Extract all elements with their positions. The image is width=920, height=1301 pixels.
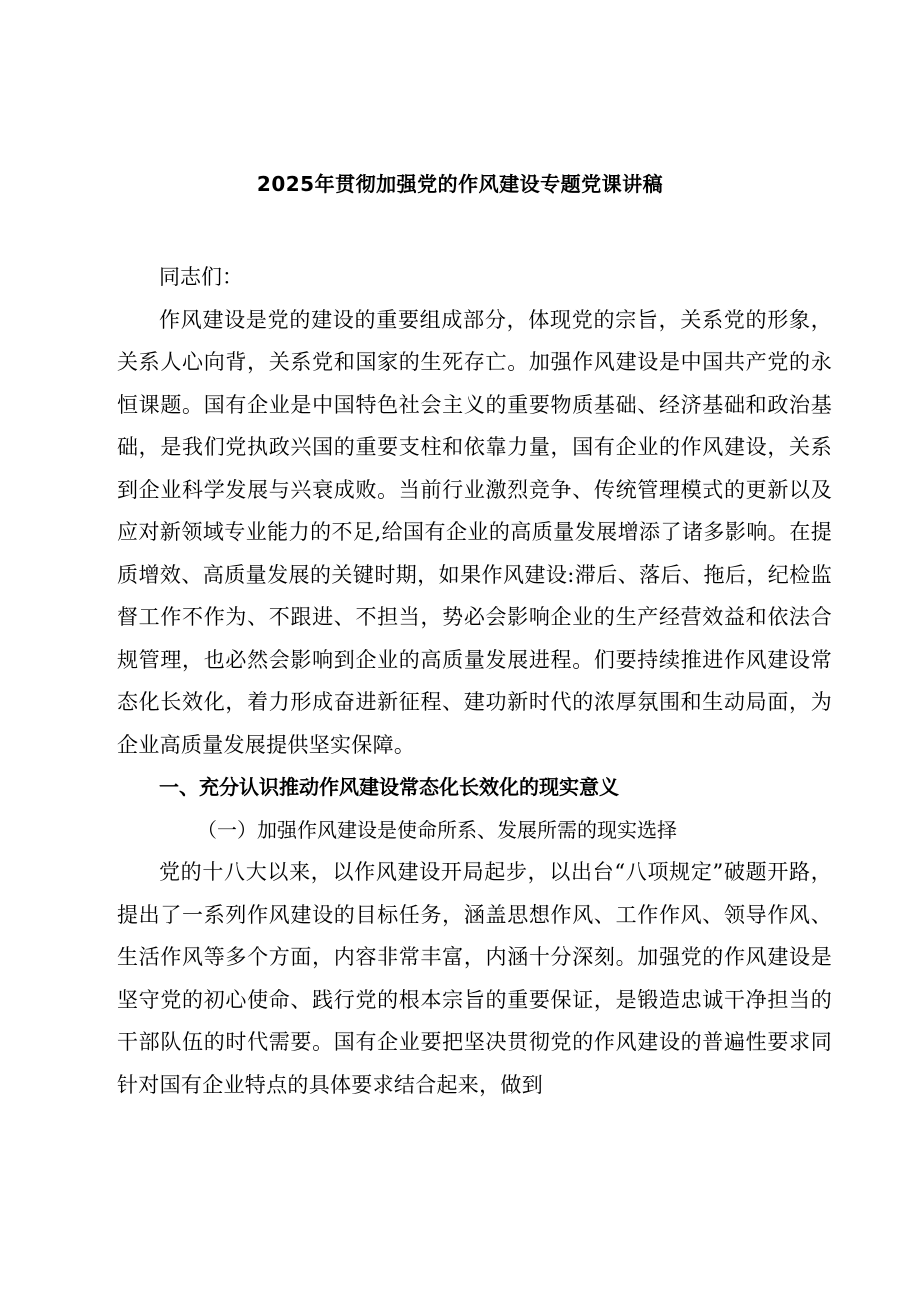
document-title: 2025年贯彻加强党的作风建设专题党课讲稿 xyxy=(256,172,664,196)
document-body xyxy=(117,256,832,1106)
greeting: 同志们： xyxy=(159,265,243,289)
paragraph-intro: 作风建设是党的建设的重要组成部分，体现党的宗旨，关系党的形象，关系人心向背，关系党和国家的生死存亡。加强作风建设是中国共产党的永恒课题。国有企业是中国特色社会主义的重要物质基础、经济基础和政治基础，是我们党执政兴国的重要支柱和依靠力量，国有企业的作风建设，关系到企业科学发展与兴衰成败。当前行业激烈竞争、传统管理模式的更新以及应对新领域专业能力的不足,给国有企业的高质量发展增添了诸多影响。在提质增效、高质量发展的关键时期，如果作风建设:滞后、落后、拖后，纪检监督工作不作为、不跟进、不担当，势必会影响企业的生产经营效益和依法合规管理，也必然会影响到企业的高质量发展进程。们要持续推进作风建设常态化长效化，着力形成奋进新征程、建功新时代的浓厚氛围和生动局面，为企业高质量发展提供坚实保障。 xyxy=(117,307,832,757)
paragraph-section-1: 党的十八大以来，以作风建设开局起步，以出台“八项规定”破题开路，提出了一系列作风建设的目标任务，涵盖思想作风、工作作风、领导作风、生活作风等多个方面，内容非常丰富，内涵十分深刻。加强党的作风建设是坚守党的初心使命、践行党的根本宗旨的重要保证，是锻造忠诚干净担当的干部队伍的时代需要。国有企业要把坚决贯彻党的作风建设的普遍性要求同针对国有企业特点的具体要求结合起来，做到 xyxy=(117,860,832,1097)
subsection-heading-1: （一）加强作风建设是使命所系、发展所需的现实选择 xyxy=(197,817,677,842)
section-heading-1: 一、充分认识推动作风建设常态化长效化的现实意义 xyxy=(159,775,619,799)
